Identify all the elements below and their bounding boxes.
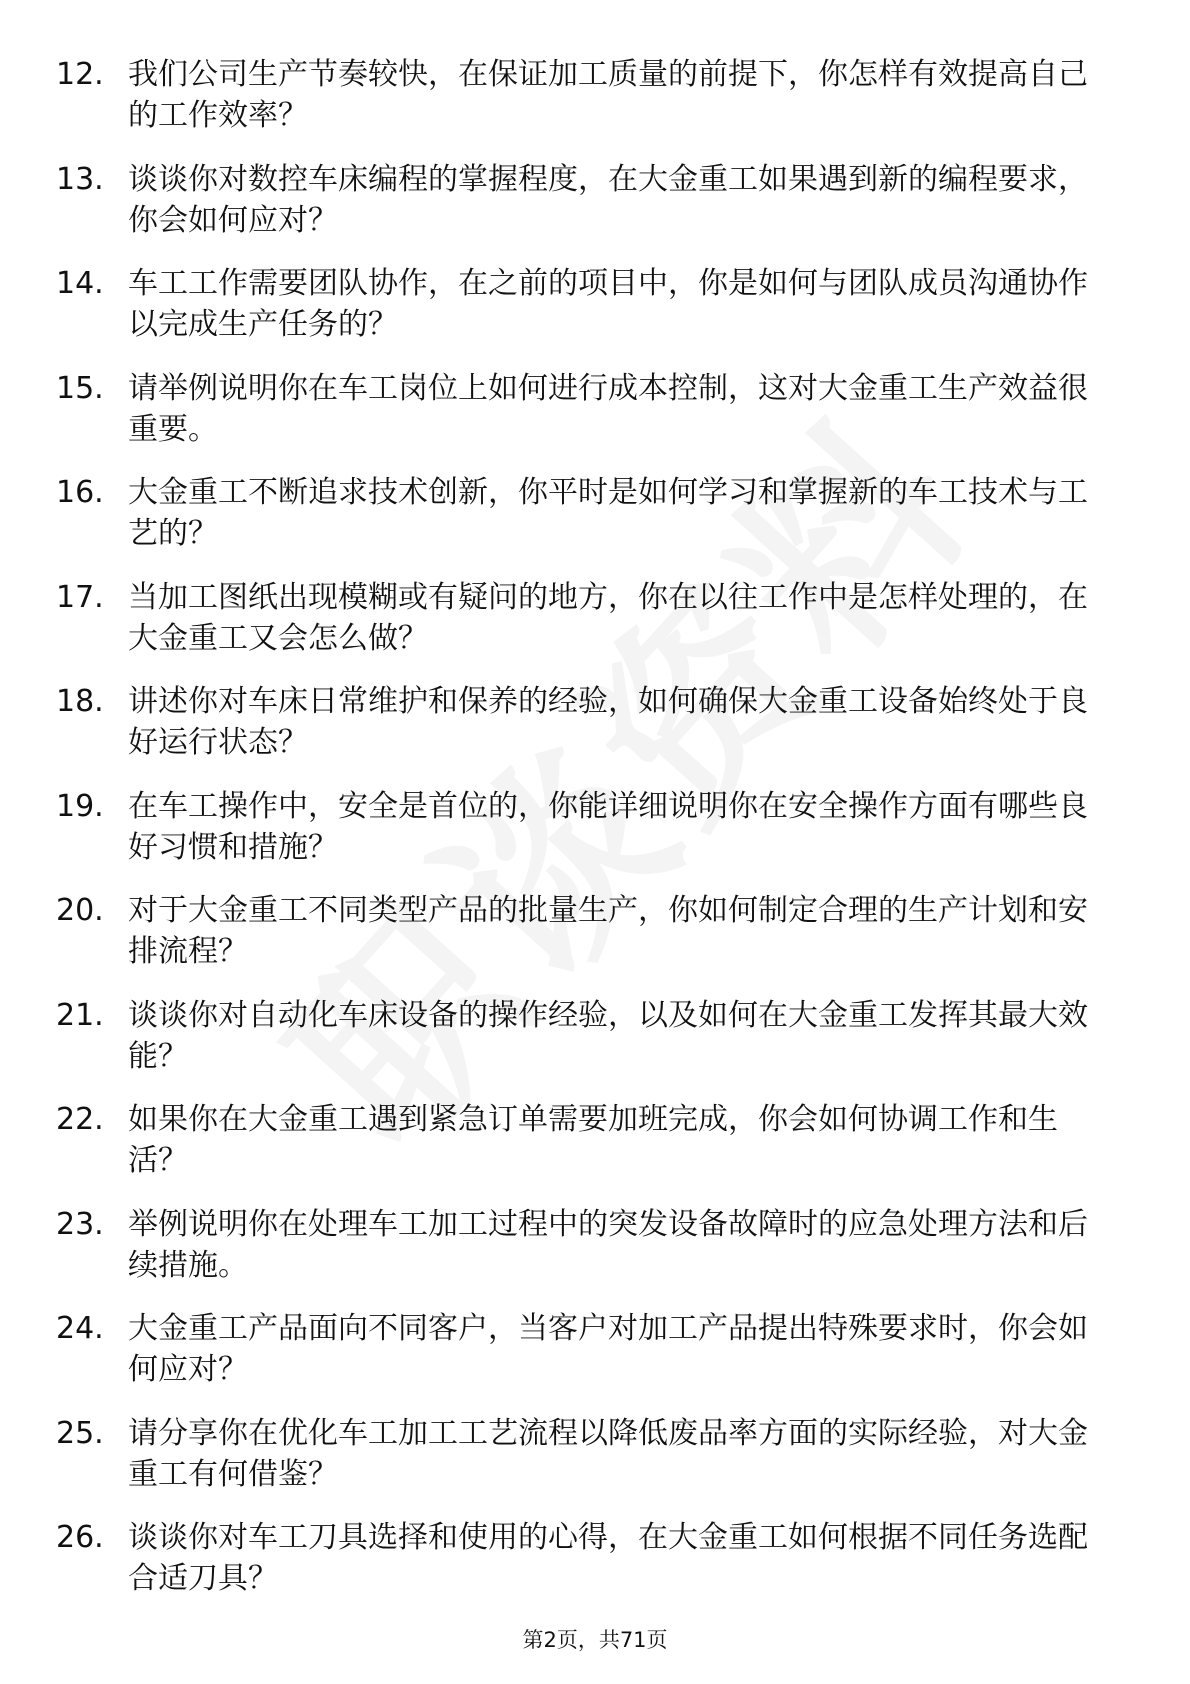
question-number: 17. bbox=[56, 579, 104, 615]
question-number: 19. bbox=[56, 788, 104, 824]
list-item bbox=[56, 1413, 1116, 1495]
question-number: 21. bbox=[56, 997, 104, 1033]
question-text: 讲述你对车床日常维护和保养的经验，如何确保大金重工设备始终处于良好运行状态？ bbox=[128, 684, 1088, 760]
question-number: 15. bbox=[56, 370, 104, 406]
question-number: 23. bbox=[56, 1206, 104, 1242]
question-text: 谈谈你对自动化车床设备的操作经验，以及如何在大金重工发挥其最大效能？ bbox=[128, 997, 1088, 1074]
question-number: 14. bbox=[56, 266, 104, 301]
list-item bbox=[56, 577, 1116, 659]
question-number: 16. bbox=[56, 475, 104, 510]
list-item bbox=[56, 263, 1116, 345]
list-item bbox=[56, 786, 1116, 868]
list-item bbox=[56, 890, 1116, 972]
list-item bbox=[56, 54, 1116, 136]
question-text: 车工工作需要团队协作，在之前的项目中，你是如何与团队成员沟通协作以完成生产任务的？ bbox=[128, 266, 1088, 342]
list-item bbox=[56, 681, 1116, 763]
page-number-footer: 第2页，共71页 bbox=[522, 1628, 668, 1652]
list-item bbox=[56, 1517, 1116, 1599]
question-number: 20. bbox=[56, 893, 104, 928]
question-number: 24. bbox=[56, 1311, 104, 1346]
question-number: 18. bbox=[56, 684, 104, 719]
question-text: 谈谈你对数控车床编程的掌握程度，在大金重工如果遇到新的编程要求，你会如何应对？ bbox=[128, 161, 1088, 238]
question-text: 对于大金重工不同类型产品的批量生产，你如何制定合理的生产计划和安排流程？ bbox=[128, 893, 1088, 969]
question-text: 请举例说明你在车工岗位上如何进行成本控制，这对大金重工生产效益很重要。 bbox=[128, 370, 1088, 447]
list-item bbox=[56, 995, 1116, 1077]
question-number: 26. bbox=[56, 1520, 104, 1555]
list-item bbox=[56, 1099, 1116, 1181]
question-text: 大金重工产品面向不同客户，当客户对加工产品提出特殊要求时，你会如何应对？ bbox=[128, 1311, 1088, 1387]
list-item bbox=[56, 472, 1116, 554]
list-item bbox=[56, 159, 1116, 241]
question-text: 大金重工不断追求技术创新，你平时是如何学习和掌握新的车工技术与工艺的？ bbox=[128, 475, 1088, 551]
question-number: 12. bbox=[56, 57, 104, 92]
question-text: 如果你在大金重工遇到紧急订单需要加班完成，你会如何协调工作和生活？ bbox=[128, 1102, 1058, 1178]
question-text: 谈谈你对车工刀具选择和使用的心得，在大金重工如何根据不同任务选配合适刀具？ bbox=[128, 1520, 1088, 1596]
question-text: 当加工图纸出现模糊或有疑问的地方，你在以往工作中是怎样处理的，在大金重工又会怎么做？ bbox=[128, 579, 1088, 656]
question-number: 22. bbox=[56, 1102, 104, 1137]
question-text: 举例说明你在处理车工加工过程中的突发设备故障时的应急处理方法和后续措施。 bbox=[128, 1206, 1088, 1283]
list-item bbox=[56, 1308, 1116, 1390]
list-item bbox=[56, 368, 1116, 450]
question-text: 在车工操作中，安全是首位的，你能详细说明你在安全操作方面有哪些良好习惯和措施？ bbox=[128, 788, 1088, 865]
question-text: 请分享你在优化车工加工工艺流程以降低废品率方面的实际经验，对大金重工有何借鉴？ bbox=[128, 1415, 1088, 1492]
question-number: 25. bbox=[56, 1415, 104, 1451]
list-item bbox=[56, 1204, 1116, 1286]
question-number: 13. bbox=[56, 161, 104, 197]
question-list bbox=[56, 54, 1116, 1622]
question-text: 我们公司生产节奏较快，在保证加工质量的前提下，你怎样有效提高自己的工作效率？ bbox=[128, 57, 1088, 133]
